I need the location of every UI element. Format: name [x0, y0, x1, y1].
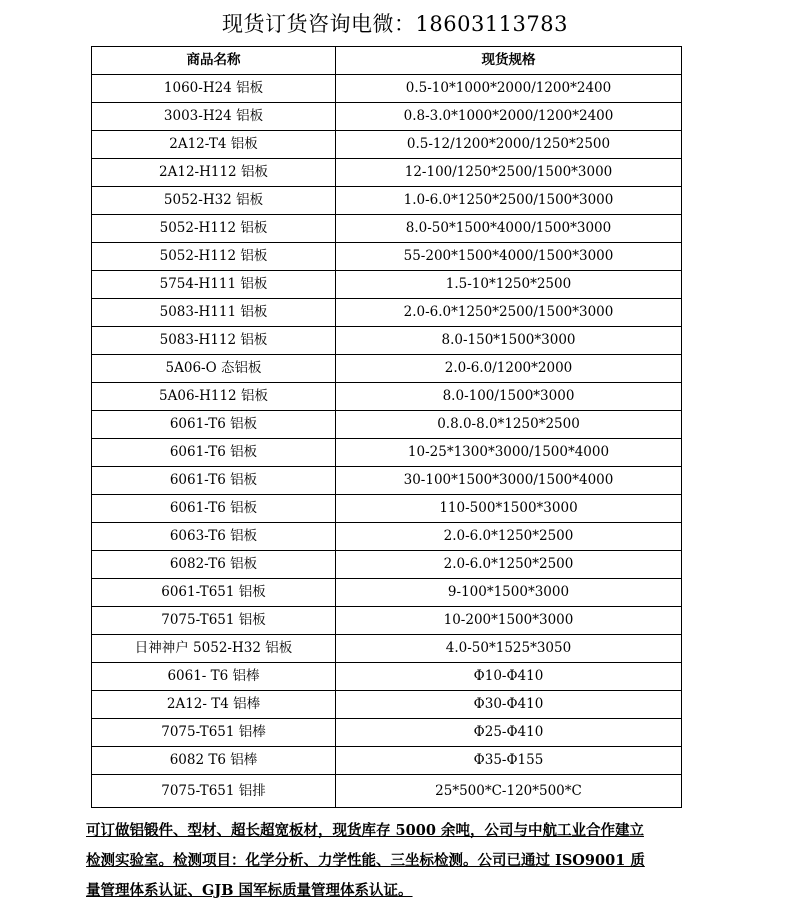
- spec-cell: Φ25-Φ410: [336, 719, 682, 747]
- table-row: [92, 187, 682, 215]
- table-row: [92, 355, 682, 383]
- spec-cell: 2.0-6.0*1250*2500/1500*3000: [336, 299, 682, 327]
- product-name-cell: 2A12-T4 铝板: [92, 131, 336, 159]
- product-name-cell: 5A06-H112 铝板: [92, 383, 336, 411]
- table-body: [92, 75, 682, 808]
- spec-cell: 10-200*1500*3000: [336, 607, 682, 635]
- spec-cell: 8.0-100/1500*3000: [336, 383, 682, 411]
- spec-cell: Φ35-Φ155: [336, 747, 682, 775]
- product-name-cell: 6082 T6 铝棒: [92, 747, 336, 775]
- note-line: 检测实验室。检测项目：化学分析、力学性能、三坐标检测。公司已通过 ISO9001 质: [86, 852, 645, 869]
- table-row: [92, 719, 682, 747]
- note-line: 量管理体系认证、GJB 国军标质量管理体系认证。: [86, 882, 413, 899]
- table-row: [92, 103, 682, 131]
- spec-cell: 4.0-50*1525*3050: [336, 635, 682, 663]
- stock-table: [91, 46, 682, 808]
- spec-cell: 8.0-150*1500*3000: [336, 327, 682, 355]
- table-row: [92, 579, 682, 607]
- product-name-cell: 6061-T6 铝板: [92, 439, 336, 467]
- table-row: [92, 411, 682, 439]
- product-name-cell: 5083-H111 铝板: [92, 299, 336, 327]
- product-name-cell: 5052-H112 铝板: [92, 243, 336, 271]
- table-row: [92, 75, 682, 103]
- spec-cell: 55-200*1500*4000/1500*3000: [336, 243, 682, 271]
- page-title: 现货订货咨询电微：18603113783: [222, 12, 568, 36]
- company-note: [86, 816, 701, 906]
- table-row: [92, 523, 682, 551]
- product-name-cell: 6061-T6 铝板: [92, 411, 336, 439]
- spec-cell: 110-500*1500*3000: [336, 495, 682, 523]
- note-line: 可订做铝锻件、型材、超长超宽板材，现货库存 5000 余吨，公司与中航工业合作建立: [86, 822, 644, 839]
- spec-cell: 0.5-10*1000*2000/1200*2400: [336, 75, 682, 103]
- spec-cell: 0.8-3.0*1000*2000/1200*2400: [336, 103, 682, 131]
- spec-cell: 2.0-6.0/1200*2000: [336, 355, 682, 383]
- spec-cell: 1.5-10*1250*2500: [336, 271, 682, 299]
- product-name-cell: 6082-T6 铝板: [92, 551, 336, 579]
- table-row: [92, 271, 682, 299]
- spec-cell: 2.0-6.0*1250*2500: [336, 523, 682, 551]
- spec-cell: Φ10-Φ410: [336, 663, 682, 691]
- table-row: [92, 663, 682, 691]
- table-row: [92, 327, 682, 355]
- table-row: [92, 215, 682, 243]
- spec-cell: 9-100*1500*3000: [336, 579, 682, 607]
- spec-cell: 0.5-12/1200*2000/1250*2500: [336, 131, 682, 159]
- table-row: [92, 551, 682, 579]
- table-row: [92, 495, 682, 523]
- product-name-cell: 6061-T6 铝板: [92, 467, 336, 495]
- product-name-cell: 2A12- T4 铝棒: [92, 691, 336, 719]
- product-name-cell: 5052-H32 铝板: [92, 187, 336, 215]
- product-name-cell: 日神神户 5052-H32 铝板: [92, 635, 336, 663]
- table-header-row: [92, 47, 682, 75]
- product-name-cell: 5083-H112 铝板: [92, 327, 336, 355]
- product-name-cell: 1060-H24 铝板: [92, 75, 336, 103]
- table-row: [92, 607, 682, 635]
- product-name-cell: 6063-T6 铝板: [92, 523, 336, 551]
- spec-cell: 12-100/1250*2500/1500*3000: [336, 159, 682, 187]
- table-row: [92, 159, 682, 187]
- product-name-cell: 6061- T6 铝棒: [92, 663, 336, 691]
- table-row: [92, 243, 682, 271]
- table-row: [92, 747, 682, 775]
- product-name-cell: 7075-T651 铝棒: [92, 719, 336, 747]
- spec-cell: 25*500*C-120*500*C: [336, 775, 682, 808]
- table-row: [92, 439, 682, 467]
- table-row: [92, 383, 682, 411]
- product-name-cell: 3003-H24 铝板: [92, 103, 336, 131]
- product-name-cell: 5754-H111 铝板: [92, 271, 336, 299]
- table-row: [92, 299, 682, 327]
- table-row: [92, 467, 682, 495]
- spec-cell: 10-25*1300*3000/1500*4000: [336, 439, 682, 467]
- spec-cell: Φ30-Φ410: [336, 691, 682, 719]
- table-row: [92, 691, 682, 719]
- spec-cell: 0.8.0-8.0*1250*2500: [336, 411, 682, 439]
- product-name-cell: 5A06-O 态铝板: [92, 355, 336, 383]
- spec-cell: 2.0-6.0*1250*2500: [336, 551, 682, 579]
- spec-cell: 1.0-6.0*1250*2500/1500*3000: [336, 187, 682, 215]
- spec-cell: 30-100*1500*3000/1500*4000: [336, 467, 682, 495]
- spec-cell: 8.0-50*1500*4000/1500*3000: [336, 215, 682, 243]
- table-row: [92, 131, 682, 159]
- product-name-cell: 2A12-H112 铝板: [92, 159, 336, 187]
- product-name-cell: 6061-T6 铝板: [92, 495, 336, 523]
- product-name-cell: 6061-T651 铝板: [92, 579, 336, 607]
- table-row: [92, 635, 682, 663]
- product-name-cell: 5052-H112 铝板: [92, 215, 336, 243]
- product-name-cell: 7075-T651 铝板: [92, 607, 336, 635]
- table-row: [92, 775, 682, 808]
- header-spec: 现货规格: [336, 47, 682, 75]
- product-name-cell: 7075-T651 铝排: [92, 775, 336, 808]
- header-product-name: 商品名称: [92, 47, 336, 75]
